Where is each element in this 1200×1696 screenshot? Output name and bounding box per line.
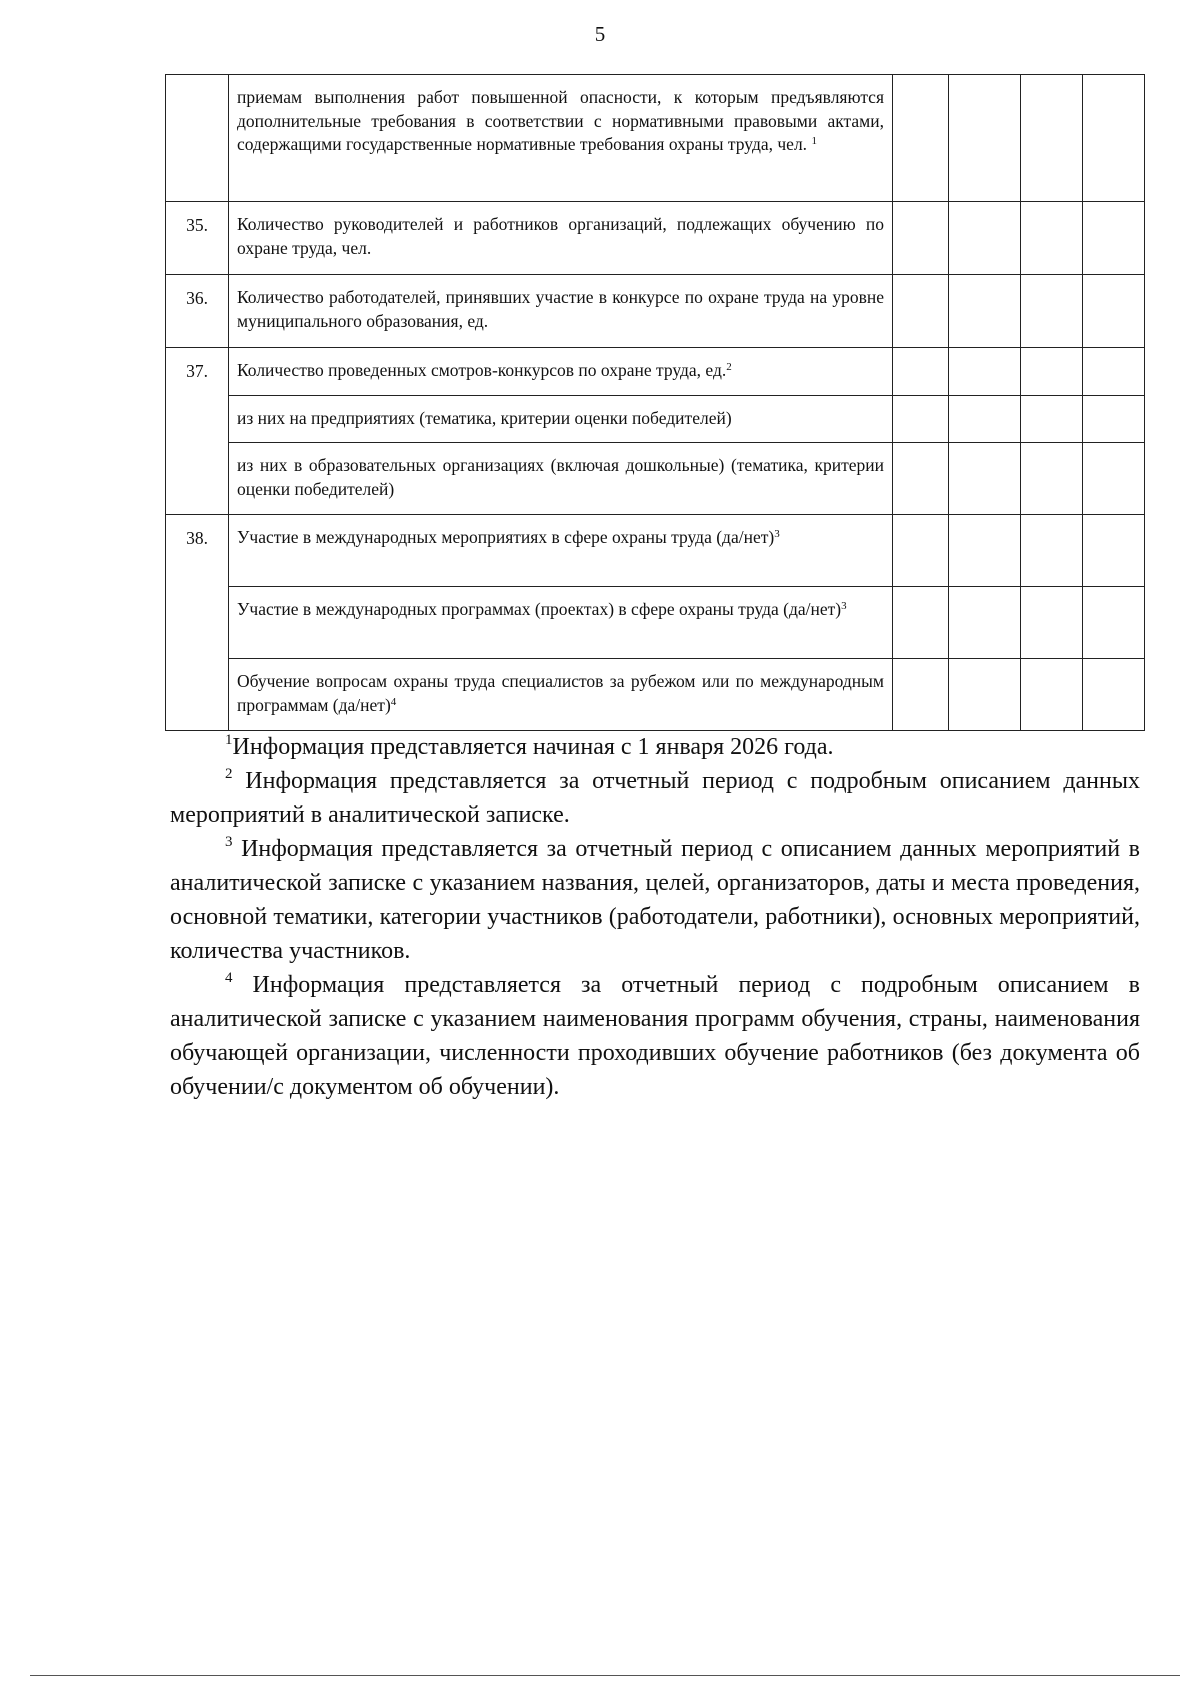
value-cell xyxy=(1021,275,1083,348)
footnotes xyxy=(170,730,1140,1104)
footnote: $^3$ Информация представляется за отчетный период с описанием данных мероприятий в аналитической записке с указанием названия, целей, организаторов, даты и места проведения, основной тематики, категории участников (работодатели, работники), основных мероприятий, количества участников. xyxy=(170,834,1140,964)
value-cell xyxy=(949,275,1021,348)
value-cell xyxy=(949,587,1021,659)
value-cell xyxy=(893,348,949,396)
row-description: Обучение вопросам охраны труда специалистов за рубежом или по международным программам $(да/нет)^4$ xyxy=(229,659,893,731)
value-cell xyxy=(1021,348,1083,396)
footnote-mark: 3 xyxy=(225,834,233,850)
table-row xyxy=(166,515,1145,587)
value-cell xyxy=(1083,75,1145,202)
value-cell xyxy=(1083,348,1145,396)
value-cell xyxy=(893,275,949,348)
value-cell xyxy=(1021,659,1083,731)
table-row xyxy=(166,659,1145,731)
value-cell xyxy=(1083,515,1145,587)
value-cell xyxy=(1021,443,1083,515)
bottom-rule xyxy=(30,1675,1180,1676)
value-cell xyxy=(1083,587,1145,659)
row-number: 38. xyxy=(166,515,229,731)
table-row xyxy=(166,587,1145,659)
row-description: приемам выполнения работ повышенной опасности, к которым предъявляются дополнительные требования в соответствии с нормативными правовыми актами, содержащими государственные нормативные требования охраны труда, чел. $^1$ xyxy=(229,75,893,202)
value-cell xyxy=(893,396,949,443)
row-description: из них на предприятиях (тематика, критерии оценки победителей) xyxy=(229,396,893,443)
value-cell xyxy=(1021,515,1083,587)
row-description: Участие в международных программах (проектах) в сфере охраны труда $(да/нет)^3$ xyxy=(229,587,893,659)
value-cell xyxy=(893,443,949,515)
footnote-mark: 4 xyxy=(225,970,233,986)
value-cell xyxy=(949,202,1021,275)
row-description: из них в образовательных организациях (включая дошкольные) (тематика, критерии оценки победителей) xyxy=(229,443,893,515)
footnote-mark: 2 xyxy=(225,766,233,782)
value-cell xyxy=(1021,75,1083,202)
table-row xyxy=(166,75,1145,202)
row-number: 35. xyxy=(166,202,229,275)
value-cell xyxy=(949,659,1021,731)
value-cell xyxy=(893,75,949,202)
table-row xyxy=(166,396,1145,443)
value-cell xyxy=(1083,659,1145,731)
value-cell xyxy=(949,443,1021,515)
value-cell xyxy=(1083,396,1145,443)
page-number: 5 xyxy=(594,22,606,46)
value-cell xyxy=(893,202,949,275)
table-row xyxy=(166,443,1145,515)
table-row xyxy=(166,275,1145,348)
row-description: Количество работодателей, принявших участие в конкурсе по охране труда на уровне муниципального образования, ед. xyxy=(229,275,893,348)
value-cell xyxy=(949,515,1021,587)
value-cell xyxy=(949,348,1021,396)
footnote: $^1$Информация представляется начиная с 1 января 2026 года. xyxy=(225,732,834,760)
value-cell xyxy=(893,587,949,659)
row-number: 36. xyxy=(166,275,229,348)
footnote: $^4$ Информация представляется за отчетный период с подробным описанием в аналитической записке с указанием наименования программ обучения, страны, наименования обучающей организации, численности проходивших обучение работников (без документа об обучении/с документом об обучении). xyxy=(170,970,1140,1100)
table-row xyxy=(166,202,1145,275)
row-description: Количество руководителей и работников организаций, подлежащих обучению по охране труда, чел. xyxy=(229,202,893,275)
row-number xyxy=(166,75,229,202)
value-cell xyxy=(1083,443,1145,515)
value-cell xyxy=(949,75,1021,202)
footnote: $^2$ Информация представляется за отчетный период с подробным описанием данных мероприятий в аналитической записке. xyxy=(170,766,1140,828)
row-description: Участие в международных мероприятиях в сфере охраны труда $(да/нет)^3$ xyxy=(229,515,893,587)
value-cell xyxy=(1021,396,1083,443)
table-row xyxy=(166,348,1145,396)
value-cell xyxy=(893,659,949,731)
footnote-mark: 1 xyxy=(225,732,233,748)
row-description: Количество проведенных смотров-конкурсов по охране труда, ед.$^2$ xyxy=(229,348,893,396)
value-cell xyxy=(893,515,949,587)
value-cell xyxy=(1083,275,1145,348)
report-table xyxy=(165,74,1145,731)
value-cell xyxy=(949,396,1021,443)
value-cell xyxy=(1021,587,1083,659)
value-cell xyxy=(1083,202,1145,275)
row-number: 37. xyxy=(166,348,229,515)
value-cell xyxy=(1021,202,1083,275)
